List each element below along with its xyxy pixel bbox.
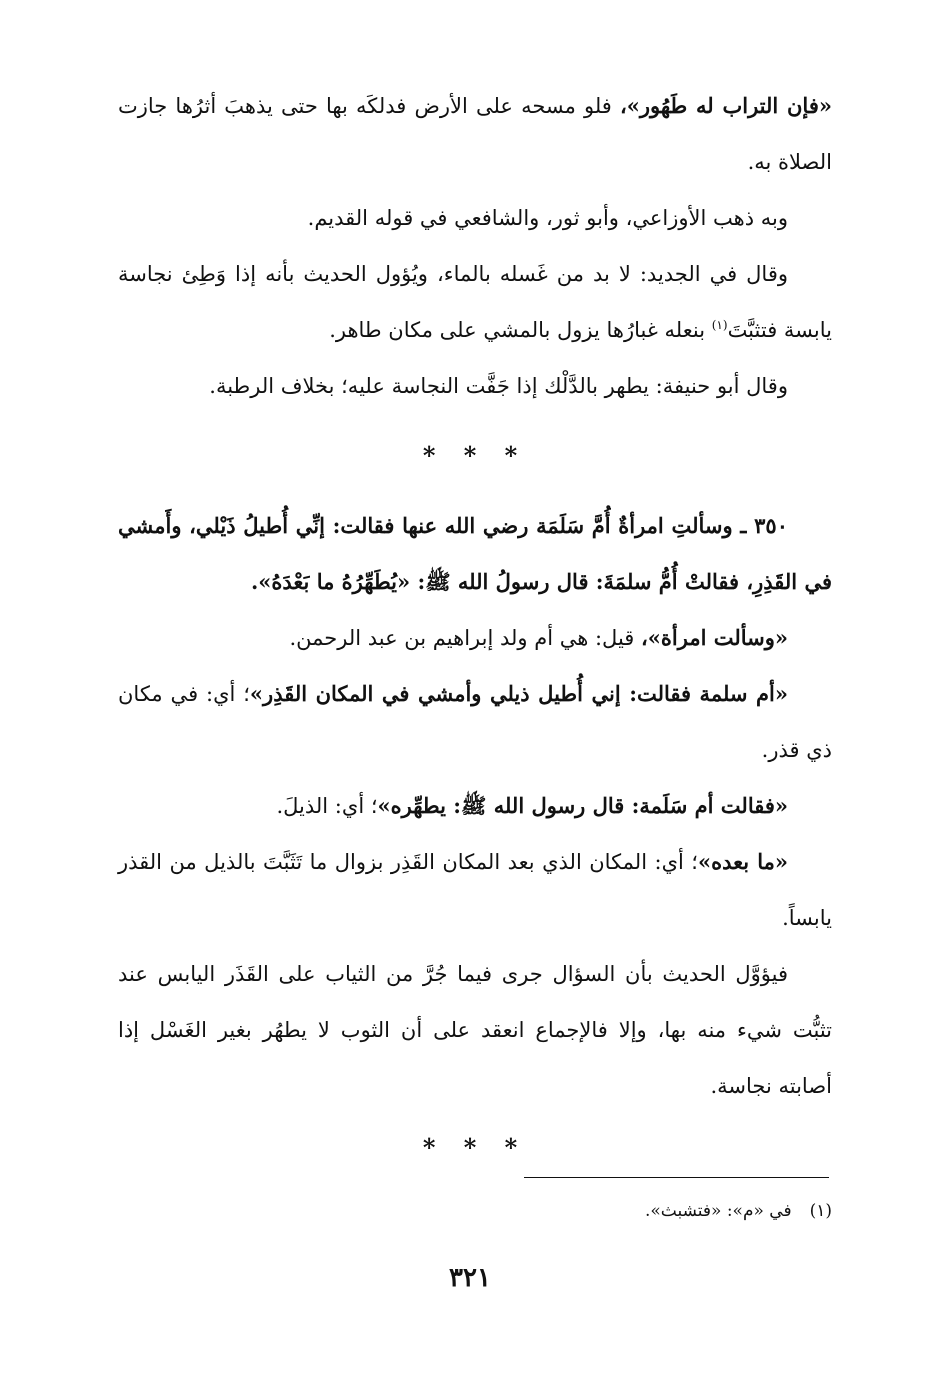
paragraph-text: فلو مسحه على الأرض فدلكَه بها حتى يذهبَ أثرُها جازت الصلاة به. bbox=[118, 94, 832, 174]
section-separator: * * * bbox=[422, 1133, 528, 1162]
paragraph-commentary-2 bbox=[118, 610, 832, 666]
quoted-phrase: «ما بعده» bbox=[698, 849, 788, 874]
paragraph-text: ؛ أي: الذيلَ. bbox=[276, 794, 378, 818]
paragraph-opinions: وبه ذهب الأوزاعي، وأبو ثور، والشافعي في قوله القديم. bbox=[307, 206, 788, 230]
quoted-phrase: «فقالت أم سَلَمة: قال رسول الله ﷺ: يطهِّره» bbox=[377, 793, 788, 818]
quoted-phrase: «وسألت امرأة»، bbox=[641, 625, 788, 650]
paragraph-text: ؛ أي: المكان الذي بعد المكان القَذِر بزوال ما تَثَبَّتَ بالذيل من القذر يابساً. bbox=[118, 850, 832, 930]
section-separator: * * * bbox=[422, 441, 528, 470]
paragraph-text: وقال في الجديد: لا بد من غَسله بالماء، ويُؤول الحديث بأنه إذا وَطِئ نجاسة يابسة فتثبَّتَ bbox=[118, 262, 832, 342]
paragraph-commentary-3 bbox=[118, 666, 832, 778]
paragraph-text: ؛ أي: في مكان ذي قذر. bbox=[118, 682, 832, 762]
paragraph-interpretation: فيؤوَّل الحديث بأن السؤال جرى فيما جُرَّ من الثياب على القَذَر اليابس عند تثبُّت شيء منه بها، وإلا فالإجماع انعقد على أن الثوب لا يطهُر بغير الغَسْل إذا أصابته نجاسة. bbox=[118, 962, 832, 1098]
paragraph-abu-hanifa: وقال أبو حنيفة: يطهر بالدَّلْك إذا جَفَّت النجاسة عليه؛ بخلاف الرطبة. bbox=[209, 374, 788, 398]
quoted-phrase: «فإن التراب له طَهُور»، bbox=[619, 93, 832, 118]
paragraph-commentary-4 bbox=[118, 778, 832, 834]
footnote-reference[interactable]: (١) bbox=[711, 318, 728, 332]
quoted-phrase: «أم سلمة فقالت: إني أُطيل ذيلي وأمشي في المكان القَذِر» bbox=[249, 681, 788, 706]
paragraph-commentary-5 bbox=[118, 834, 832, 946]
page-body bbox=[118, 78, 832, 1190]
paragraph-text: بنعله غبارُها يزول بالمشي على مكان طاهر. bbox=[329, 318, 712, 342]
hadith-text: ٣٥٠ ـ وسألتِ امرأةٌ أُمَّ سَلَمَة رضي الله عنها فقالت: إنِّي أُطيلُ ذَيْلي، وأَمشي في القَذِرِ، فقالتْ أُمُّ سلمَةَ: قال رسولُ الله ﷺ: «يُطَهِّرُهُ ما بَعْدَهُ». bbox=[118, 513, 832, 594]
paragraph-new-opinion bbox=[118, 246, 832, 358]
paragraph-commentary-1 bbox=[118, 78, 832, 190]
footnote-text: في «م»: «فتشبث». bbox=[644, 1201, 792, 1221]
footnote-divider bbox=[524, 1177, 829, 1178]
footnote-number: (١) bbox=[809, 1201, 832, 1221]
paragraph-text: قيل: هي أم ولد إبراهيم بن عبد الرحمن. bbox=[289, 626, 641, 650]
page-number: ٣٢١ bbox=[449, 1263, 491, 1293]
footnote bbox=[118, 1196, 832, 1226]
